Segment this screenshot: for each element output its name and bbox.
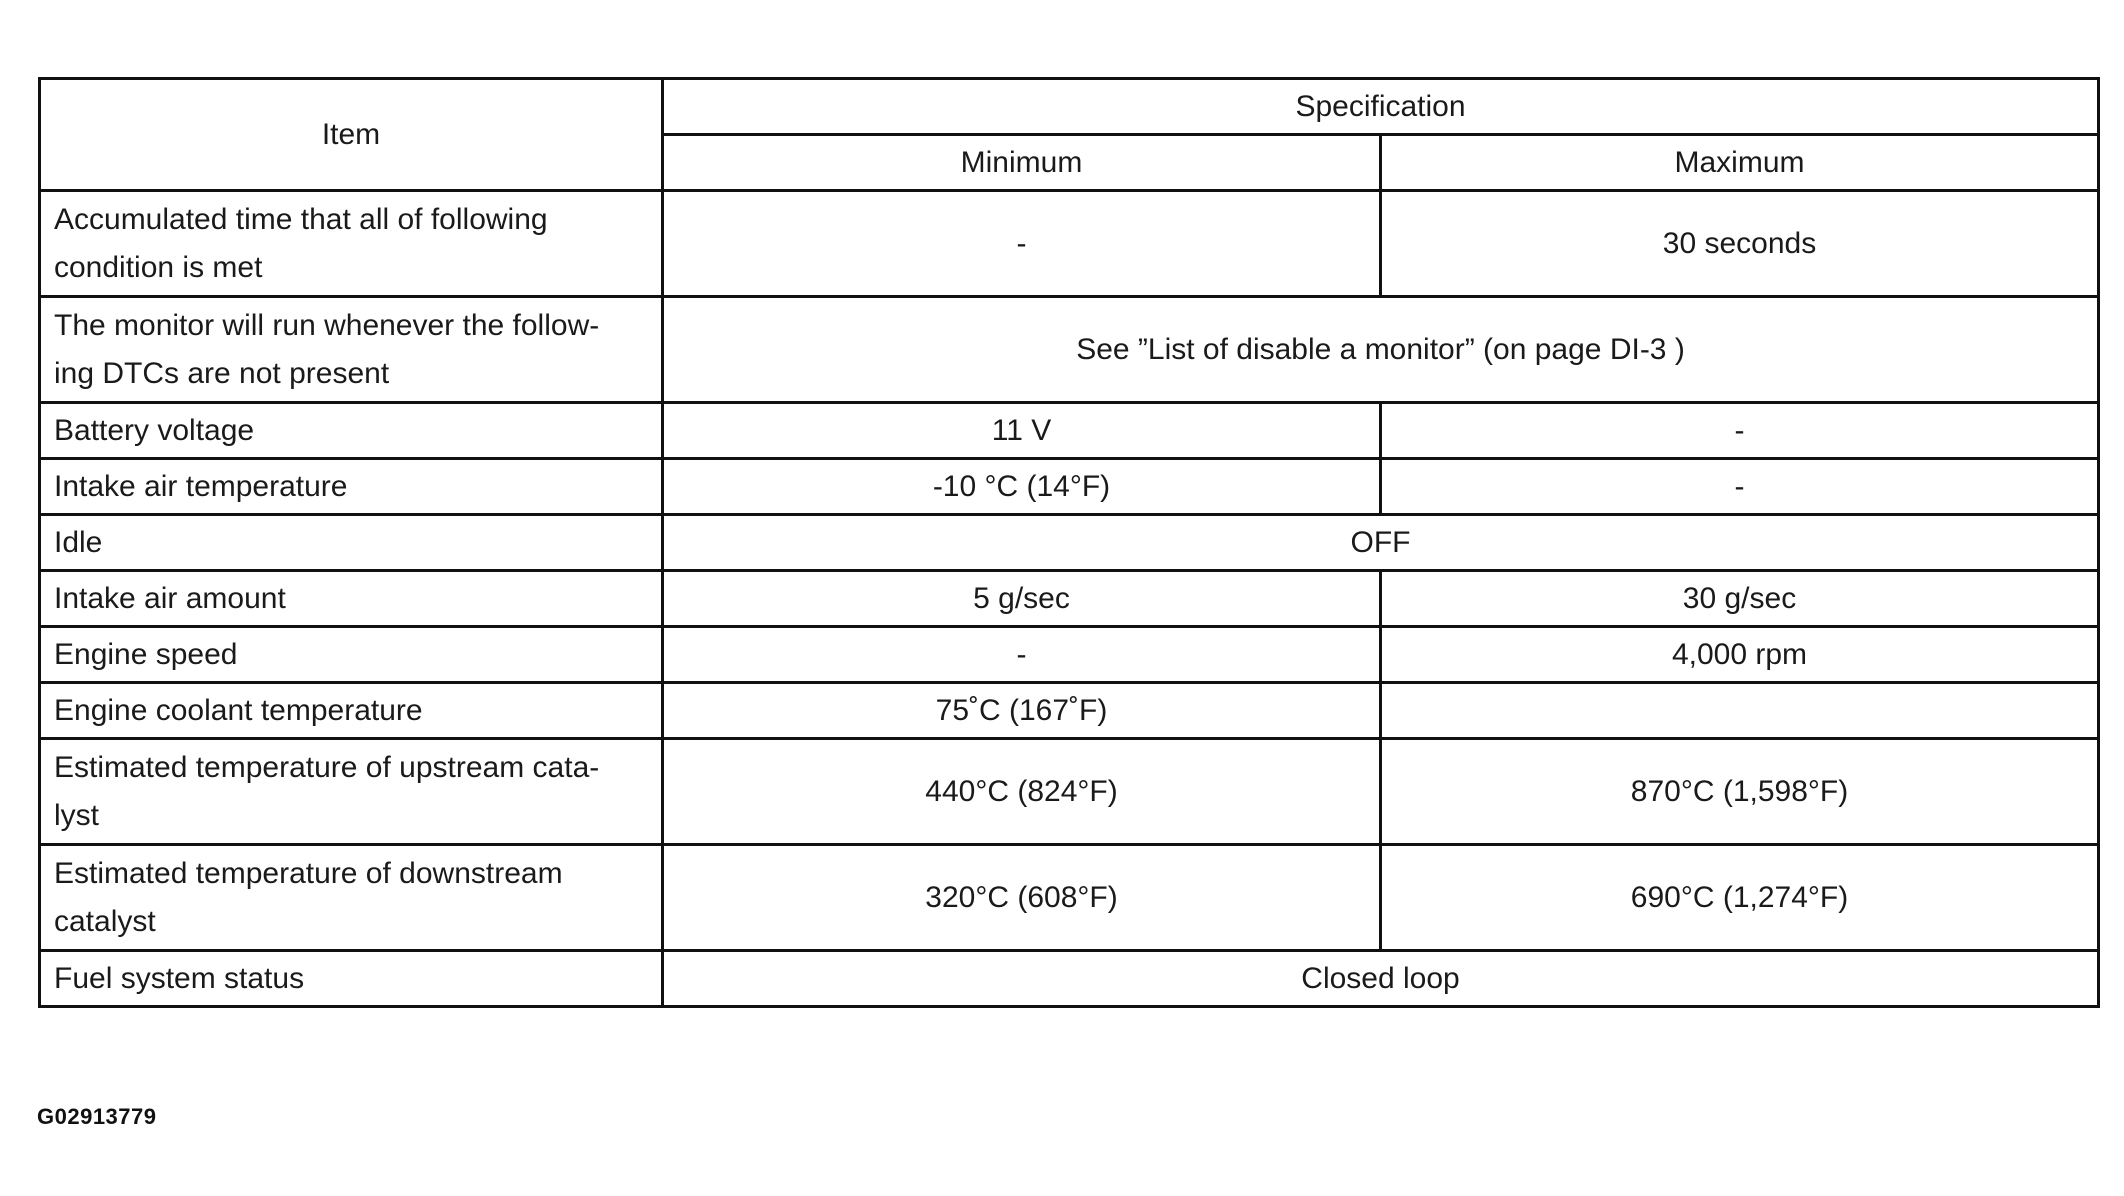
row-item-label: Fuel system status xyxy=(40,951,663,1007)
table-row xyxy=(40,627,2099,683)
row-item-label: Accumulated time that all of following condition is met xyxy=(40,191,663,297)
row-minimum-value: 320°C (608°F) xyxy=(663,845,1381,951)
row-item-label: Engine coolant temperature xyxy=(40,683,663,739)
minimum-column-header: Minimum xyxy=(663,135,1381,191)
row-maximum-value: 30 seconds xyxy=(1381,191,2099,297)
table-row xyxy=(40,845,2099,951)
row-item-label: Intake air amount xyxy=(40,571,663,627)
row-minimum-value: -10 °C (14°F) xyxy=(663,459,1381,515)
row-minimum-value: 440°C (824°F) xyxy=(663,739,1381,845)
maximum-column-header: Maximum xyxy=(1381,135,2099,191)
row-spanned-value: Closed loop xyxy=(663,951,2099,1007)
table-row xyxy=(40,951,2099,1007)
row-minimum-value: 11 V xyxy=(663,403,1381,459)
row-maximum-value: 4,000 rpm xyxy=(1381,627,2099,683)
row-spanned-value: See ”List of disable a monitor” (on page DI-3 ) xyxy=(663,297,2099,403)
row-item-label: Estimated temperature of downstream catalyst xyxy=(40,845,663,951)
row-minimum-value: - xyxy=(663,627,1381,683)
specification-table xyxy=(38,77,2100,1008)
row-minimum-value: - xyxy=(663,191,1381,297)
table-row xyxy=(40,571,2099,627)
row-maximum-value: 690°C (1,274°F) xyxy=(1381,845,2099,951)
table-row xyxy=(40,515,2099,571)
item-column-header: Item xyxy=(40,79,663,191)
row-maximum-value: - xyxy=(1381,403,2099,459)
row-item-label: Estimated temperature of upstream cata- lyst xyxy=(40,739,663,845)
table-row xyxy=(40,191,2099,297)
table-row xyxy=(40,403,2099,459)
row-item-label: Intake air temperature xyxy=(40,459,663,515)
row-minimum-value: 75˚C (167˚F) xyxy=(663,683,1381,739)
table-header-row xyxy=(40,79,2099,135)
row-maximum-value: - xyxy=(1381,459,2099,515)
row-maximum-value: 870°C (1,598°F) xyxy=(1381,739,2099,845)
row-item-label: Engine speed xyxy=(40,627,663,683)
table-row xyxy=(40,739,2099,845)
table-row xyxy=(40,297,2099,403)
table-row xyxy=(40,459,2099,515)
row-item-label: Idle xyxy=(40,515,663,571)
row-item-label: Battery voltage xyxy=(40,403,663,459)
figure-id: G02913779 xyxy=(37,1104,157,1129)
specification-column-header: Specification xyxy=(663,79,2099,135)
row-minimum-value: 5 g/sec xyxy=(663,571,1381,627)
row-maximum-value xyxy=(1381,683,2099,739)
row-spanned-value: OFF xyxy=(663,515,2099,571)
row-maximum-value: 30 g/sec xyxy=(1381,571,2099,627)
row-item-label: The monitor will run whenever the follow- ing DTCs are not present xyxy=(40,297,663,403)
table-row xyxy=(40,683,2099,739)
